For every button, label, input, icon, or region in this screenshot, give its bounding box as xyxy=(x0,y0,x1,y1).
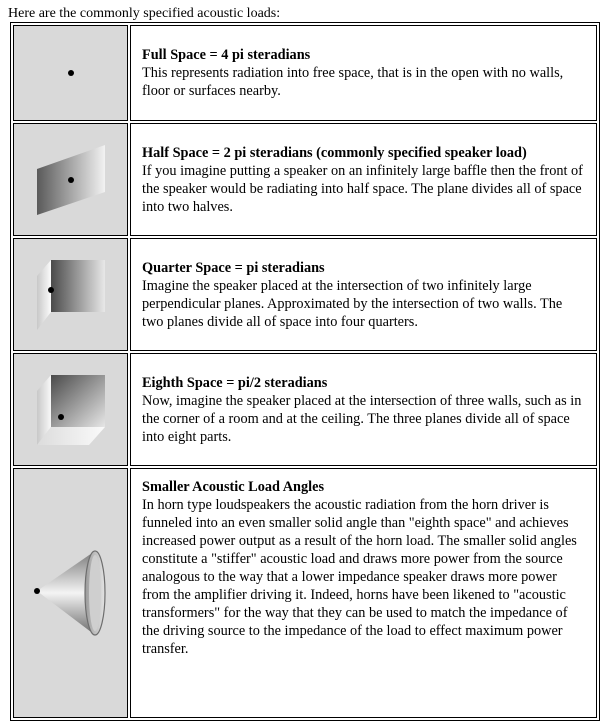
row-image-cell xyxy=(13,123,128,236)
eighth-space-cube-icon xyxy=(33,373,109,447)
table-row xyxy=(13,468,597,718)
row-description xyxy=(130,238,597,351)
intro-text: Here are the commonly specified acoustic loads: xyxy=(8,6,281,21)
table-row xyxy=(13,353,597,466)
row-image-cell xyxy=(13,25,128,121)
row-description xyxy=(130,123,597,236)
row-title: Half Space = 2 pi steradians (commonly specified speaker load) xyxy=(142,144,527,161)
row-image-cell xyxy=(13,353,128,466)
row-text: This represents radiation into free space, that is in the open with no walls, floor or surfaces nearby. xyxy=(142,65,564,99)
row-text: Now, imagine the speaker placed at the intersection of three walls, such as in the corner of a room and at the ceiling. The three planes divide all of space into eight parts. xyxy=(142,392,582,445)
row-text: In horn type loudspeakers the acoustic radiation from the horn driver is funneled into an even smaller solid angle than "eighth space" and achieves increased power output as a result of the horn load. The smaller solid angles constitute a "stiffer" acoustic load and draws more power from the source analogous to the way that a lower impedance speaker draws more power from the amplifier driving it. Indeed, horns have been likened to "acoustic transformers" for the way that they can be used to match the impedance of the driving source to the impedance of the load to effect maximum power transfer. xyxy=(142,497,577,657)
row-title: Quarter Space = pi steradians xyxy=(142,259,325,276)
row-text: If you imagine putting a speaker on an infinitely large baffle then the front of the speaker would be radiating into half space. The plane divides all of space into two halves. xyxy=(142,162,583,215)
table-row xyxy=(13,25,597,121)
half-space-plane-icon xyxy=(33,144,109,216)
row-text: Imagine the speaker placed at the intersection of two infinitely large perpendicular planes. Approximated by the intersection of two walls. The two planes divide all of space into four quarters. xyxy=(142,277,563,330)
row-title: Eighth Space = pi/2 steradians xyxy=(142,374,328,391)
row-title: Smaller Acoustic Load Angles xyxy=(142,479,325,495)
table-row xyxy=(13,238,597,351)
row-description xyxy=(130,353,597,466)
horn-cone-icon xyxy=(31,548,111,638)
row-description xyxy=(130,468,597,718)
row-image-cell xyxy=(13,468,128,718)
row-title: Full Space = 4 pi steradians xyxy=(142,47,311,63)
acoustic-loads-table xyxy=(10,22,600,721)
table-row xyxy=(13,123,597,236)
point-dot-icon xyxy=(61,63,81,83)
row-description xyxy=(130,25,597,121)
row-image-cell xyxy=(13,238,128,351)
quarter-space-corner-icon xyxy=(33,258,109,332)
